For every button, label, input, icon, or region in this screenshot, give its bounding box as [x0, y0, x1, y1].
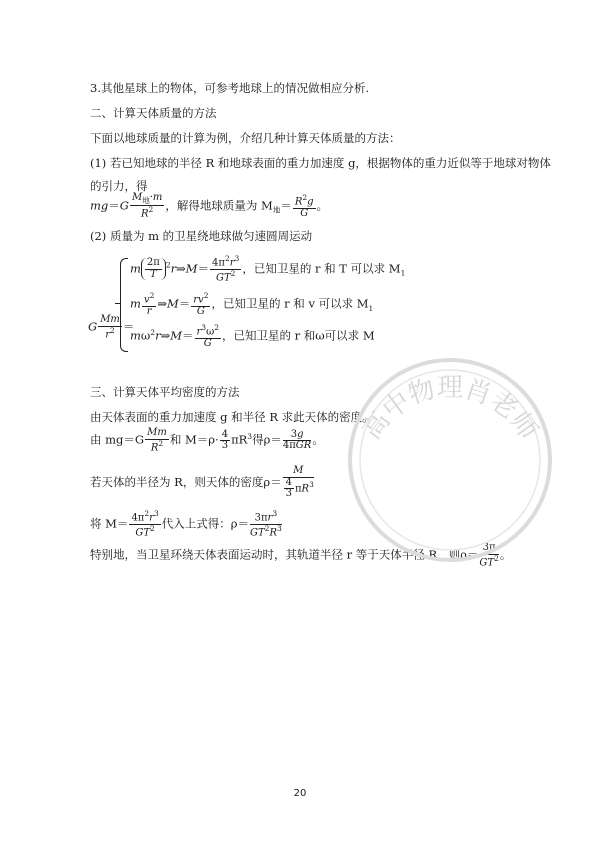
branch-v-text: ，已知卫星的 r 和 v 可以求 M	[211, 296, 369, 311]
branch-omega-text: ，已知卫星的 r 和ω可以求 M	[222, 328, 375, 343]
formula-branch-omega: $m\omega^2r\Rightarrow M=$ $\frac{r^3\omega^2}{G}$ ，已知卫星的 r 和ω可以求 M	[130, 323, 375, 349]
section-heading-density: 三、计算天体平均密度的方法	[90, 385, 240, 399]
formula-mg-text: ，解得地球质量为 M	[165, 198, 273, 213]
l9-pre: 由 mg＝G	[90, 432, 145, 447]
brace-symbol	[120, 258, 128, 352]
section-heading-mass: 二、计算天体质量的方法	[90, 106, 217, 120]
formula-density-4: 特别地，当卫星环绕天体表面运动时，其轨道半径 r 等于天体半径 R，则ρ＝ $\frac{3\pi}{GT^2}$ 。	[90, 542, 512, 568]
text-line-4b: 的引力，得	[90, 179, 148, 193]
formula-mg-line: mg＝G $M_地\cdot m$ $R^2$ ，解得地球质量为 $M_地=$ $\frac{R^2g}{G}$ 。	[90, 192, 329, 220]
l11-pre: 将 M＝	[90, 516, 129, 531]
l12-pre: 特别地，当卫星环绕天体表面运动时，其轨道半径 r 等于天体半径 R，则ρ＝	[90, 547, 479, 562]
text-line-1: 3.其他星球上的物体，可参考地球上的情况做相应分析.	[90, 81, 370, 95]
watermark-stamp	[330, 330, 570, 570]
brace-lhs: G $\frac{Mm}{r^2}$ ＝	[88, 314, 135, 340]
formula-density-2: 若天体的半径为 R，则天体的密度ρ＝ M $\frac{4}{3}$ $\pi R^3$	[90, 465, 314, 499]
l9-end: 得ρ＝	[252, 432, 282, 447]
formula-density-1: 由 mg＝G $\frac{Mm}{R^2}$ 和 M＝ρ· $\frac{4}{3}$ $\pi R^3$得ρ＝ 3g 4πGR 。	[90, 427, 324, 453]
l11-mid: 代入上式得：ρ＝	[161, 516, 249, 531]
branch-T-text: ，已知卫星的 r 和 T 可以求 M	[242, 261, 401, 276]
brace-tip	[115, 303, 121, 304]
text-line-3: 下面以地球质量的计算为例，介绍几种计算天体质量的方法：	[90, 131, 401, 145]
page-number: 20	[293, 788, 307, 799]
l9-mid: 和 M＝ρ·	[169, 432, 219, 447]
text-line-8: 由天体表面的重力加速度 g 和半径 R 求此天体的密度。	[90, 410, 374, 424]
formula-branch-T: m $\frac{2\pi}{T}$ $^2$r⇒M＝ $\frac{4\pi^2r^3}{GT^2}$ ，已知卫星的 r 和 T 可以求 $M_1$	[130, 254, 406, 284]
formula-branch-v: m $\frac{v^2}{r}$ ⇒M＝ $\frac{rv^2}{G}$ ，已知卫星的 r 和 v 可以求 $M_1$	[130, 291, 374, 317]
formula-density-3: 将 M＝ $\frac{4\pi^2r^3}{GT^2}$ 代入上式得：ρ＝ $\frac{3\pi r^3}{GT^2R^3}$	[90, 509, 282, 539]
l10-pre: 若天体的半径为 R，则天体的密度ρ＝	[90, 474, 282, 489]
l9-mid2: πR	[231, 432, 248, 447]
text-line-6: (2) 质量为 m 的卫星绕地球做匀速圆周运动	[90, 229, 313, 243]
text-line-4a: (1) 若已知地球的半径 R 和地球表面的重力加速度 g，根据物体的重力近似等于地球对物体	[90, 156, 551, 170]
watermark-text: 高中物理肖老师	[356, 373, 544, 446]
